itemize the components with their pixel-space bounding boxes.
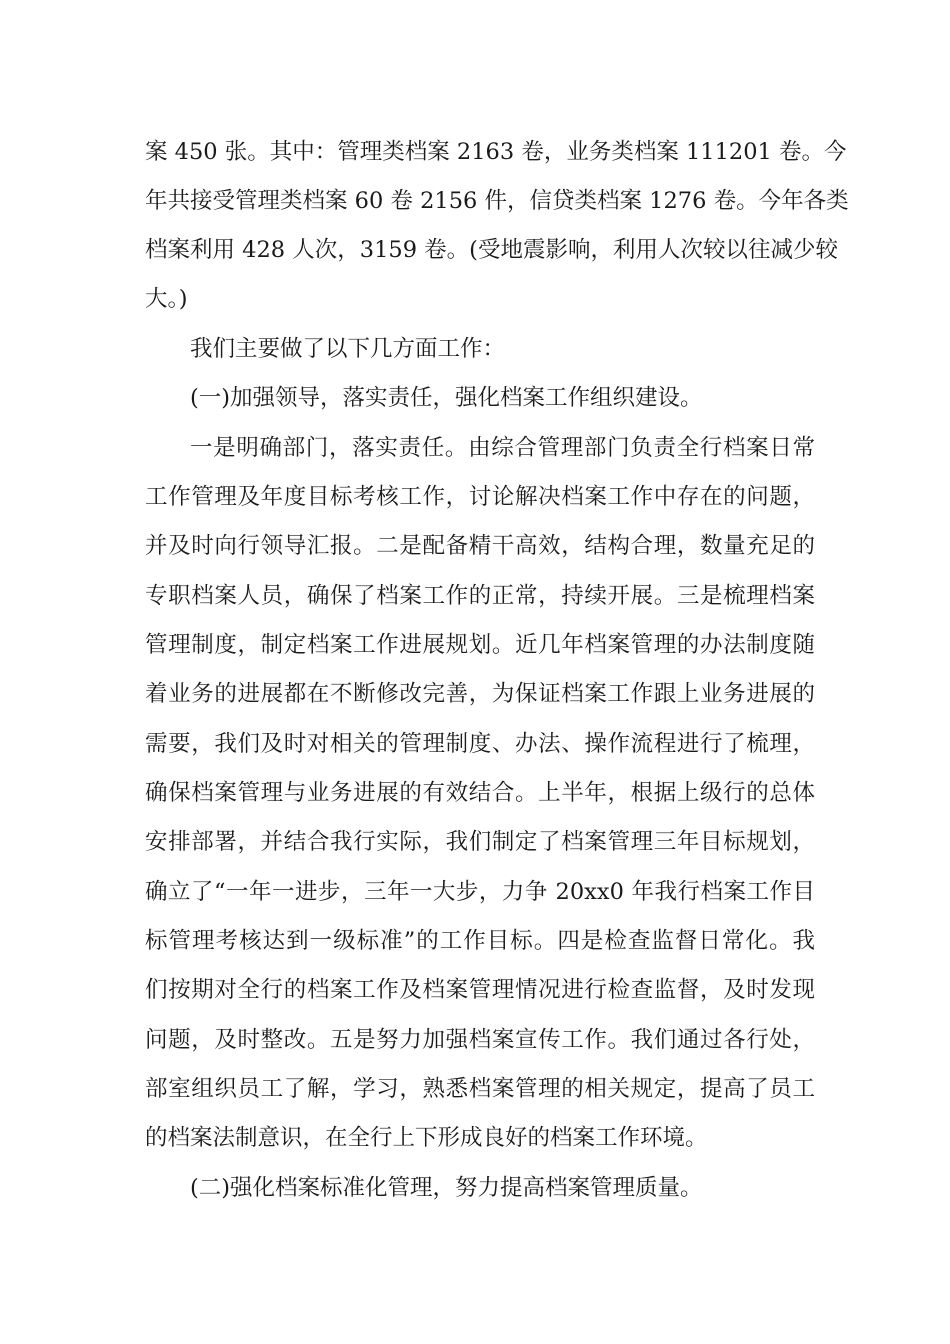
text-line: 专职档案人员，确保了档案工作的正常，持续开展。三是梳理档案 [145,583,815,609]
text-line: 案 450 张。其中：管理类档案 2163 卷，业务类档案 111201 卷。今 [145,139,847,165]
text-line: 们按期对全行的档案工作及档案管理情况进行检查监督，及时发现 [145,977,815,1003]
paragraph-heading: 我们主要做了以下几方面工作： [190,336,506,362]
text-line: 一是明确部门，落实责任。由综合管理部门负责全行档案日常 [190,435,815,461]
text-line: 部室组织员工了解，学习，熟悉档案管理的相关规定，提高了员工 [145,1076,815,1102]
section-heading: (二)强化档案标准化管理，努力提高档案管理质量。 [190,1175,703,1201]
text-line: 确保档案管理与业务进展的有效结合。上半年，根据上级行的总体 [145,780,815,806]
text-line: 标管理考核达到一级标准”的工作目标。四是检查监督日常化。我 [145,928,815,954]
text-line: 并及时向行领导汇报。二是配备精干高效，结构合理，数量充足的 [145,533,815,559]
text-line: 确立了“一年一进步，三年一大步，力争 20xx0 年我行档案工作目 [145,879,815,905]
text-line: 大。) [145,286,188,312]
text-line: 的档案法制意识，在全行上下形成良好的档案工作环境。 [145,1125,708,1151]
text-line: 安排部署，并结合我行实际，我们制定了档案管理三年目标规划， [145,829,815,855]
text-line: 着业务的进展都在不断修改完善，为保证档案工作跟上业务进展的 [145,681,815,707]
text-line: 需要，我们及时对相关的管理制度、办法、操作流程进行了梳理， [145,731,815,757]
text-line: 年共接受管理类档案 60 卷 2156 件，信贷类档案 1276 卷。今年各类 [145,188,849,214]
text-line: 问题，及时整改。五是努力加强档案宣传工作。我们通过各行处， [145,1027,815,1053]
section-heading: (一)加强领导，落实责任，强化档案工作组织建设。 [190,385,703,411]
text-line: 管理制度，制定档案工作进展规划。近几年档案管理的办法制度随 [145,632,815,658]
text-line: 工作管理及年度目标考核工作，讨论解决档案工作中存在的问题， [145,484,815,510]
text-line: 档案利用 428 人次，3159 卷。(受地震影响，利用人次较以往减少较 [145,237,838,263]
